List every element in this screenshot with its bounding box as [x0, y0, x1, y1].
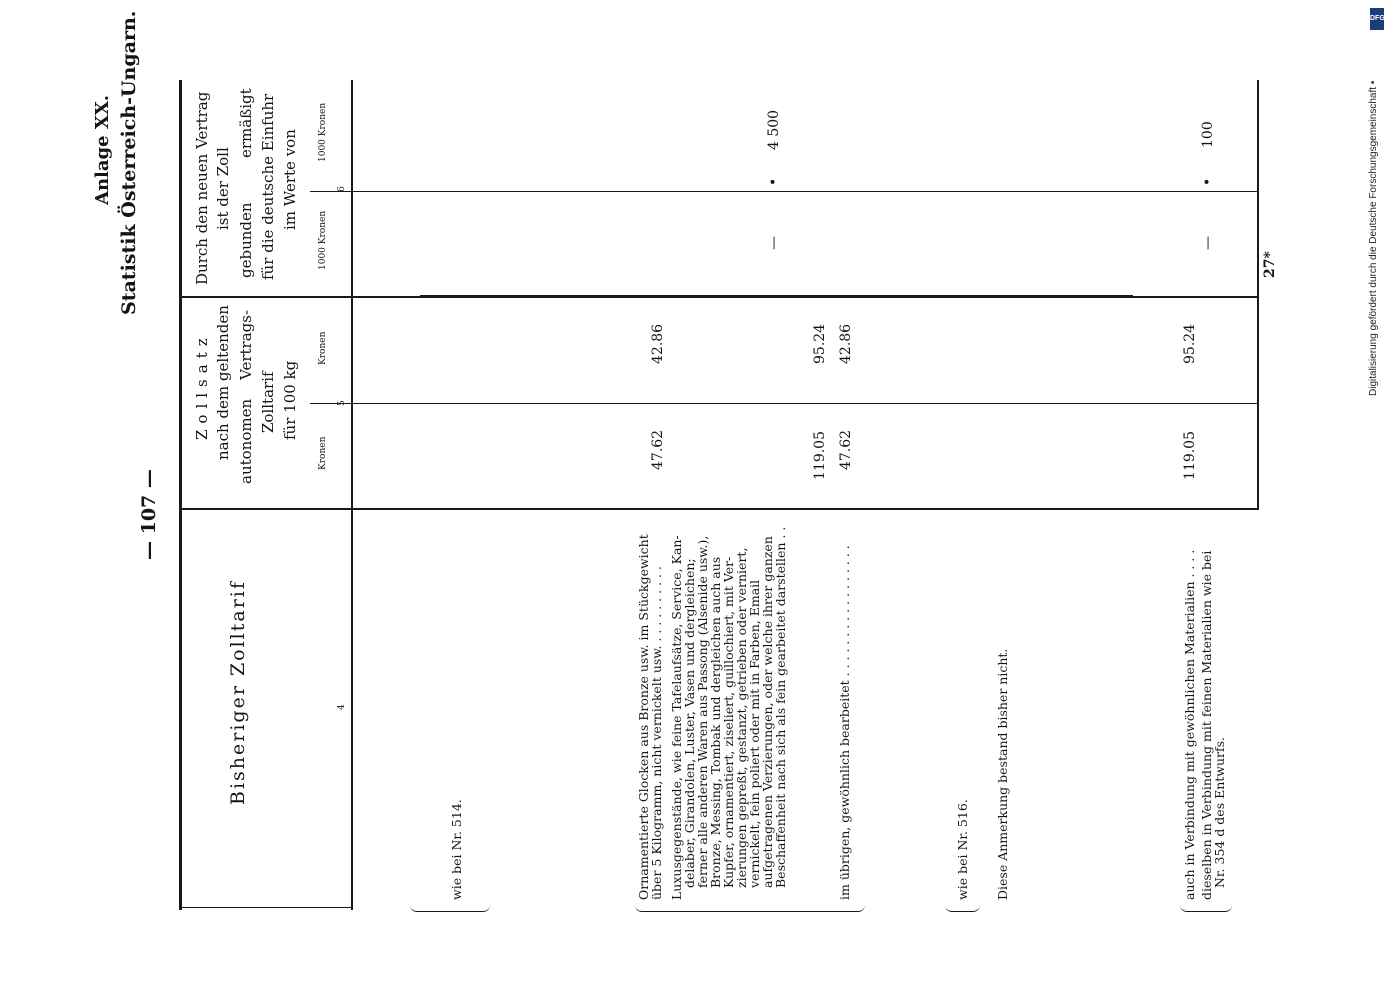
value-glocken-autonom: 47.62 [650, 429, 666, 470]
row5-line-0: auch in Verbindung mit gewöhnlichen Materialien . . . . [1182, 549, 1197, 900]
row1-text: wie bei Nr. 514. [449, 799, 464, 900]
col4-title: Bisheriger Zolltarif [227, 580, 249, 805]
dfg-text: Digitalisierung gefördert durch die Deutsche Forschungsgemeinschaft • [1368, 80, 1379, 396]
col6-value-2: 100 [1200, 121, 1216, 148]
value-luxus-autonom: 119.05 [812, 431, 828, 480]
row4-text: Diese Anmerkung bestand bisher nicht. [995, 648, 1010, 900]
statistik-title: Statistik Österreich-Ungarn. [118, 10, 140, 315]
value-uebrigen-autonom: 47.62 [838, 429, 854, 470]
value-mat-autonom: 119.05 [1182, 431, 1198, 480]
row2-line-0: Ornamentierte Glocken aus Bronze usw. im Stückgewicht [636, 534, 651, 900]
col6-unit-right: 1000 Kronen [318, 102, 328, 162]
col6-brace-line [420, 295, 1133, 296]
row2-line-11: im übrigen, gewöhnlich bearbeitet . . . . . . . . . . . . . . . . . [837, 545, 852, 900]
col5-subsep [310, 403, 1258, 404]
col6-subsep [310, 191, 1258, 192]
row2-line-9: aufgetragenen Verzierungen, oder welche ihrer ganzen [760, 536, 775, 888]
dfg-watermark [1368, 6, 1390, 406]
row2-line-4: ferner alle anderen Waren aus Passong (Alsenide usw.), [695, 535, 710, 888]
row2-line-7: zierungen gepreßt, gestanzt, getrieben oder verniert, [734, 547, 749, 888]
header-bottom-rule [351, 80, 353, 910]
col5-line1: nach dem geltenden [214, 305, 232, 460]
col6-line1: Durch den neuen Vertrag [193, 91, 211, 285]
value-glocken-vertrag: 42.86 [650, 323, 666, 364]
col5-line4: für 100 kg [281, 360, 299, 440]
table-outer-top [179, 80, 182, 910]
col6-bullet-2: • [1200, 177, 1216, 186]
col6-value-1: 4 500 [766, 109, 782, 150]
col6-unit-left: 1000 Kronen [318, 210, 328, 270]
value-uebrigen-vertrag: 42.86 [838, 323, 854, 364]
row2-line-3: delaber, Girandolen, Luster, Vasen und dergleichen; [682, 558, 697, 888]
col5-line3: Zolltarif [259, 371, 277, 433]
value-luxus-vertrag: 95.24 [812, 323, 828, 364]
row2-brace [635, 905, 865, 912]
col6-dash-2: — [1200, 236, 1216, 250]
col6-line5: im Werte von [281, 129, 299, 230]
row1-brace [410, 905, 490, 912]
col6-dash-1: — [766, 236, 782, 250]
row2-line-2: Luxusgegenstände, wie feine Tafelaufsätze, Service, Kan- [669, 535, 684, 900]
col5-autonom: autonomen [237, 398, 255, 484]
row2-line-1: über 5 Kilogramm, nicht vernickelt usw. . . . . . . . . . . [649, 566, 664, 900]
table-bottom-rule [1257, 80, 1259, 510]
row3-text: wie bei Nr. 516. [955, 799, 970, 900]
col6-number: 6 [337, 186, 347, 192]
row5-brace [1180, 905, 1232, 912]
col6-bullet-1: • [766, 177, 782, 186]
col6-ermaessigt: ermäßigt [237, 88, 255, 158]
footer-mark: 27* [1262, 251, 1278, 278]
page-number: — 107 — [138, 469, 160, 560]
col6-gebunden: gebunden [237, 202, 255, 278]
col5-vertrag: Vertrags- [237, 309, 255, 380]
row2-line-5: Bronze, Messing, Tombak und dergleichen auch aus [708, 556, 723, 888]
left-edge-rule [182, 907, 352, 908]
col6-line2: ist der Zoll [214, 147, 232, 230]
row5-line-2: Nr. 354 d des Entwurfs. [1212, 736, 1227, 888]
row5-line-1: dieselben in Verbindung mit feinen Materialien wie bei [1199, 550, 1214, 900]
col5-unit-right: Kronen [318, 331, 328, 365]
row3-brace [945, 905, 980, 912]
row2-line-10: Beschaffenheit nach sich als fein gearbeitet darstellen . . [773, 526, 788, 888]
col6-line4: für die deutsche Einfuhr [259, 93, 277, 280]
col-sep-4-5 [182, 508, 1258, 510]
anlage-title: Anlage XX. [92, 94, 113, 205]
col5-number: 5 [337, 400, 347, 406]
col5-unit-left: Kronen [318, 436, 328, 470]
col4-number: 4 [337, 704, 347, 710]
col-sep-5-6 [182, 296, 1258, 298]
dfg-logo: DFG [1370, 8, 1384, 30]
row2-line-8: vernickelt, fein poliert oder mit in Farben, Email [747, 579, 762, 888]
value-mat-vertrag: 95.24 [1182, 323, 1198, 364]
row2-line-6: Kupfer, ornamentiert, ziseliert, guillochiert, mit Ver- [721, 556, 736, 888]
col5-title: Zollsatz [193, 332, 211, 440]
